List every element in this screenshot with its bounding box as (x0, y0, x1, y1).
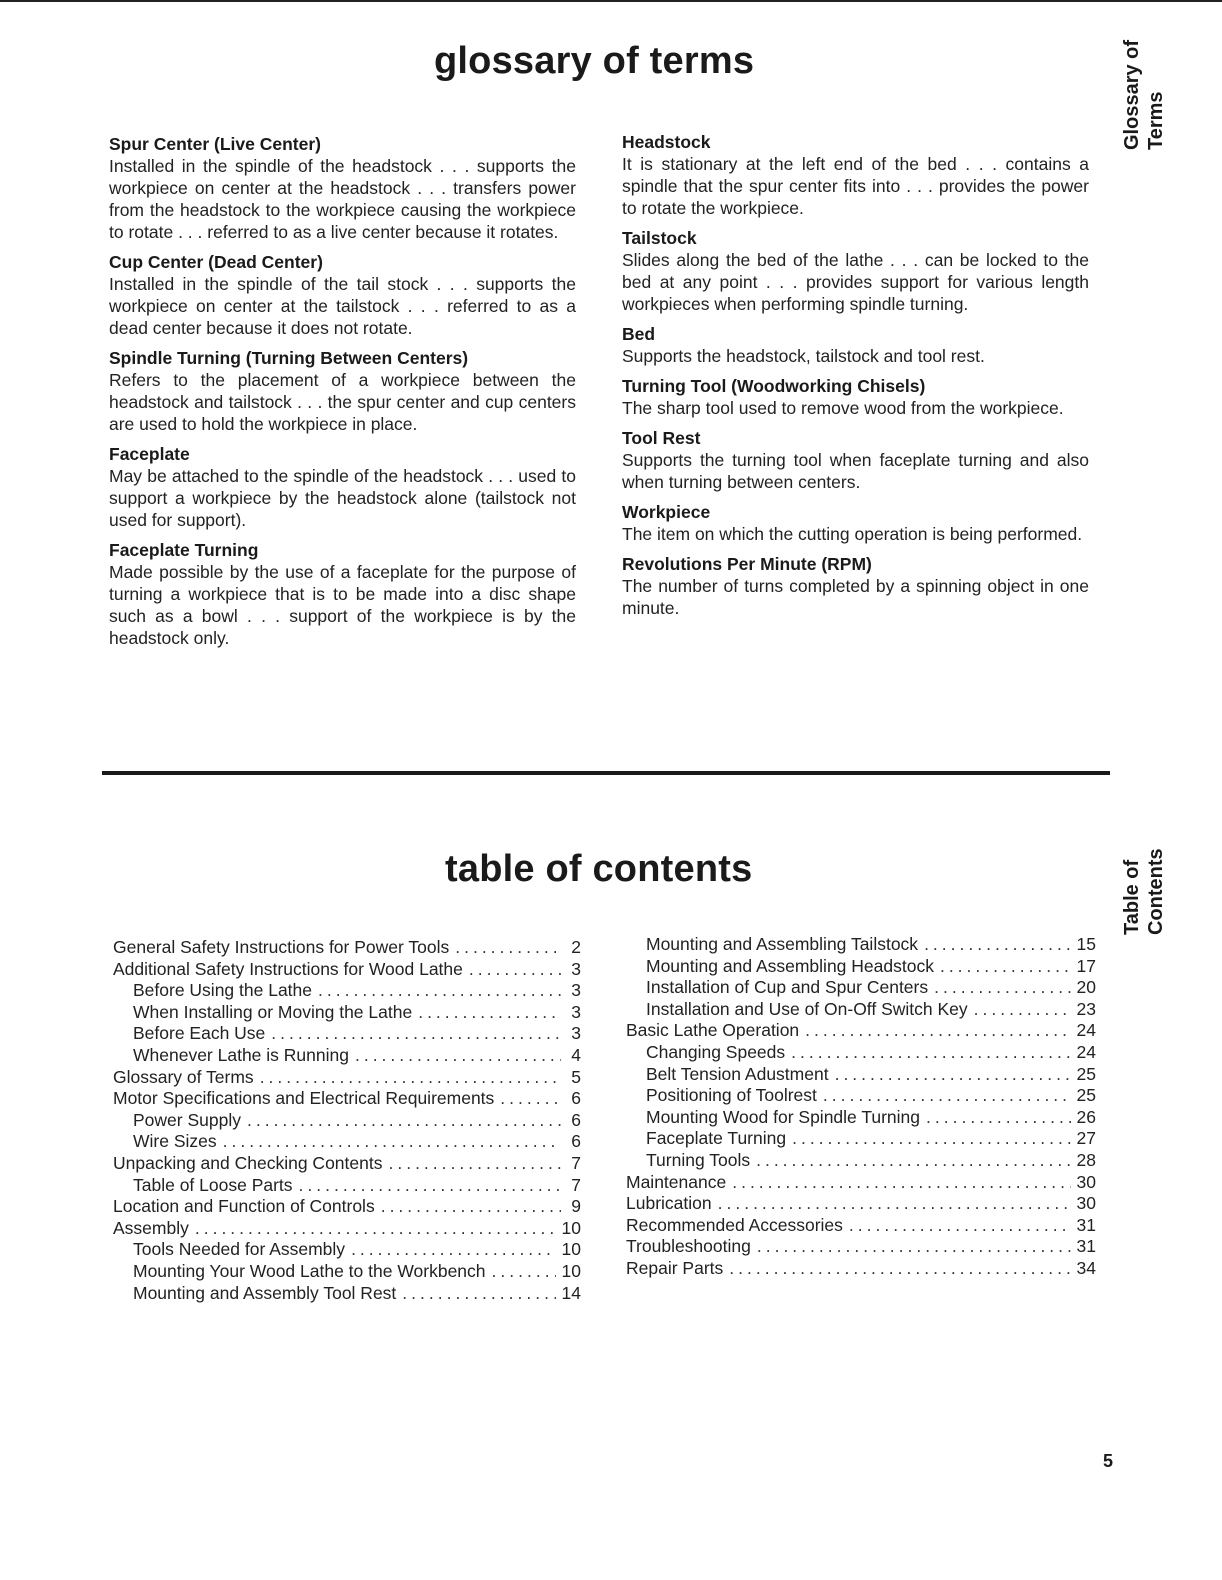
glossary-right-column (622, 131, 1089, 627)
toc-entry-label: Unpacking and Checking Contents (113, 1152, 383, 1173)
term-title: Spindle Turning (Turning Between Centers) (109, 348, 469, 368)
term-definition: Installed in the spindle of the tail stock . . . supports the workpiece on center at the tailstock . . . referred to as a dead center because it does not rotate. (109, 274, 576, 338)
toc-entry-label: Troubleshooting (626, 1236, 751, 1257)
toc-entry (626, 999, 1096, 1021)
toc-entry-page: 3 (571, 1023, 581, 1044)
glossary-term (622, 501, 1089, 545)
toc-entry-label: Mounting and Assembling Tailstock (646, 934, 919, 954)
toc-entry-page: 28 (1076, 1149, 1096, 1170)
toc-entry-label: Before Each Use (133, 1023, 266, 1044)
toc-leader-dots (823, 1085, 1071, 1107)
toc-entry-label: Whenever Lathe is Running (133, 1044, 349, 1065)
toc-entry (626, 1258, 1096, 1280)
toc-entry (626, 1042, 1096, 1064)
toc-entry (113, 1283, 581, 1305)
glossary-term (622, 131, 1089, 219)
toc-leader-dots (805, 1020, 1070, 1042)
toc-entry-label: Recommended Accessories (626, 1214, 843, 1235)
term-definition: The sharp tool used to remove wood from the workpiece. (622, 398, 1064, 418)
toc-entry-label: Changing Speeds (646, 1041, 786, 1062)
toc-entry-page: 20 (1076, 977, 1096, 998)
toc-leader-dots (271, 1023, 561, 1045)
toc-entry (113, 1196, 581, 1218)
term-definition: Installed in the spindle of the headstock . . . supports the workpiece on center at the headstock . . . transfers power from the headstock to the workpiece causing the workpiece to rotate . . . referred to as a live center because it rotates. (109, 156, 576, 242)
toc-entry (113, 1175, 581, 1197)
toc-leader-dots (791, 1042, 1070, 1064)
toc-entry-label: Repair Parts (626, 1257, 724, 1278)
toc-entry-page: 27 (1076, 1128, 1096, 1149)
toc-entry-page: 23 (1076, 998, 1096, 1019)
toc-entry-page: 3 (571, 958, 581, 979)
glossary-term (109, 347, 576, 435)
toc-leader-dots (756, 1150, 1070, 1172)
glossary-term (622, 227, 1089, 315)
glossary-term (622, 553, 1089, 619)
toc-entry-page: 17 (1076, 955, 1096, 976)
glossary-term (109, 251, 576, 339)
term-title: Turning Tool (Woodworking Chisels) (622, 376, 926, 396)
toc-entry-page: 10 (561, 1260, 581, 1281)
toc-entry (113, 1239, 581, 1261)
toc-leader-dots (940, 956, 1071, 978)
toc-entry-label: Turning Tools (646, 1149, 751, 1170)
toc-entry (626, 1236, 1096, 1258)
term-definition: Slides along the bed of the lathe . . . can be locked to the bed at any point . . . provides support for various length workpieces when performing spindle turning. (622, 250, 1089, 314)
toc-leader-dots (924, 934, 1070, 956)
toc-entry (626, 1085, 1096, 1107)
glossary-term (622, 323, 1089, 367)
toc-entry (626, 1150, 1096, 1172)
toc-entry (626, 934, 1096, 956)
toc-entry-page: 9 (571, 1196, 581, 1217)
toc-entry-label: Positioning of Toolrest (646, 1085, 817, 1106)
toc-entry-page: 24 (1076, 1020, 1096, 1041)
toc-entry-label: Additional Safety Instructions for Wood Lathe (113, 958, 463, 979)
toc-leader-dots (849, 1215, 1071, 1237)
toc-entry-label: Lubrication (626, 1193, 712, 1214)
glossary-term (109, 133, 576, 243)
glossary-term (109, 539, 576, 649)
toc-entry-label: Location and Function of Controls (113, 1196, 375, 1217)
toc-leader-dots (757, 1236, 1071, 1258)
term-definition: Supports the headstock, tailstock and tool rest. (622, 346, 985, 366)
toc-entry-page: 14 (561, 1282, 581, 1303)
toc-entry-label: Belt Tension Adustment (646, 1063, 829, 1084)
toc-entry-label: Before Using the Lathe (133, 980, 313, 1001)
toc-entry-label: Tools Needed for Assembly (133, 1239, 346, 1260)
side-tab-glossary (1120, 40, 1168, 150)
toc-entry-label: Faceplate Turning (646, 1128, 787, 1149)
term-title: Tailstock (622, 228, 697, 248)
toc-leader-dots (792, 1128, 1070, 1150)
toc-title: table of contents (445, 848, 753, 890)
toc-entry (626, 956, 1096, 978)
toc-entry-page: 2 (571, 937, 581, 957)
toc-entry-label: Basic Lathe Operation (626, 1020, 800, 1041)
toc-entry (113, 1131, 581, 1153)
toc-entry-page: 24 (1076, 1041, 1096, 1062)
toc-entry (626, 1064, 1096, 1086)
glossary-term (622, 375, 1089, 419)
toc-leader-dots (926, 1107, 1071, 1129)
toc-leader-dots (351, 1239, 555, 1261)
toc-entry (113, 1110, 581, 1132)
glossary-left-column (109, 133, 576, 657)
toc-entry (626, 977, 1096, 999)
term-title: Spur Center (Live Center) (109, 134, 321, 154)
toc-left-column (113, 937, 581, 1304)
toc-entry-page: 3 (571, 980, 581, 1001)
toc-entry (113, 1067, 581, 1089)
toc-leader-dots (388, 1153, 561, 1175)
toc-leader-dots (223, 1131, 561, 1153)
toc-entry (626, 1193, 1096, 1215)
toc-leader-dots (402, 1283, 555, 1305)
toc-entry (626, 1215, 1096, 1237)
term-definition: The number of turns completed by a spinning object in one minute. (622, 576, 1089, 618)
toc-entry (113, 1261, 581, 1283)
toc-right-column (626, 934, 1096, 1280)
toc-entry-page: 6 (571, 1109, 581, 1130)
toc-entry (113, 980, 581, 1002)
toc-leader-dots (247, 1110, 561, 1132)
term-title: Faceplate (109, 444, 190, 464)
section-divider (102, 771, 1110, 775)
toc-entry-page: 30 (1076, 1171, 1096, 1192)
toc-entry-label: Glossary of Terms (113, 1066, 254, 1087)
page-number: 5 (1103, 1451, 1114, 1471)
toc-entry (626, 1107, 1096, 1129)
toc-leader-dots (718, 1193, 1071, 1215)
toc-leader-dots (835, 1064, 1071, 1086)
toc-entry (626, 1020, 1096, 1042)
toc-entry-page: 7 (571, 1152, 581, 1173)
toc-entry (113, 959, 581, 981)
toc-entry-label: Motor Specifications and Electrical Requirements (113, 1088, 495, 1109)
term-title: Tool Rest (622, 428, 701, 448)
toc-entry-label: Installation of Cup and Spur Centers (646, 977, 929, 998)
term-title: Cup Center (Dead Center) (109, 252, 323, 272)
toc-entry-page: 4 (571, 1044, 581, 1065)
toc-entry (113, 1088, 581, 1110)
toc-entry-label: Table of Loose Parts (133, 1174, 293, 1195)
toc-entry-page: 25 (1076, 1063, 1096, 1084)
toc-leader-dots (381, 1196, 561, 1218)
toc-entry-page: 34 (1076, 1257, 1096, 1278)
toc-entry-page: 15 (1076, 934, 1096, 954)
term-title: Faceplate Turning (109, 540, 259, 560)
toc-leader-dots (418, 1002, 561, 1024)
toc-entry (113, 1218, 581, 1240)
toc-leader-dots (729, 1258, 1070, 1280)
toc-entry-label: Wire Sizes (133, 1131, 217, 1152)
toc-entry (626, 1172, 1096, 1194)
toc-entry (113, 1023, 581, 1045)
toc-entry-label: Assembly (113, 1217, 189, 1238)
term-title: Revolutions Per Minute (RPM) (622, 554, 872, 574)
toc-leader-dots (455, 937, 561, 959)
toc-entry (113, 1002, 581, 1024)
toc-leader-dots (492, 1261, 556, 1283)
toc-entry-page: 10 (561, 1239, 581, 1260)
toc-entry-page: 3 (571, 1001, 581, 1022)
toc-leader-dots (500, 1088, 561, 1110)
glossary-title: glossary of terms (434, 40, 755, 82)
toc-entry-page: 30 (1076, 1193, 1096, 1214)
toc-entry-page: 7 (571, 1174, 581, 1195)
toc-entry (626, 1128, 1096, 1150)
term-definition: Made possible by the use of a faceplate for the purpose of turning a workpiece that is to be made into a disc shape such as a bowl . . . support of the workpiece is by the headstock only. (109, 562, 576, 648)
glossary-term (109, 443, 576, 531)
toc-leader-dots (934, 977, 1070, 999)
toc-entry-label: Mounting and Assembling Headstock (646, 955, 934, 976)
toc-leader-dots (974, 999, 1071, 1021)
toc-leader-dots (318, 980, 561, 1002)
toc-leader-dots (260, 1067, 561, 1089)
glossary-term (622, 427, 1089, 493)
toc-entry-label: Mounting Wood for Spindle Turning (646, 1106, 921, 1127)
toc-entry-page: 31 (1076, 1214, 1096, 1235)
term-title: Headstock (622, 132, 711, 152)
term-title: Bed (622, 324, 656, 344)
toc-entry-page: 25 (1076, 1085, 1096, 1106)
side-tab-toc-line1: Table of (1121, 859, 1143, 935)
toc-entry-page: 6 (571, 1131, 581, 1152)
toc-entry-page: 6 (571, 1088, 581, 1109)
term-title: Workpiece (622, 502, 711, 522)
term-definition: Supports the turning tool when faceplate turning and also when turning between centers. (622, 450, 1089, 492)
toc-entry (113, 1153, 581, 1175)
toc-leader-dots (469, 959, 561, 981)
toc-entry-label: Power Supply (133, 1109, 241, 1130)
toc-entry-label: Maintenance (626, 1171, 727, 1192)
side-tab-glossary-line1: Glossary of (1121, 39, 1143, 150)
toc-leader-dots (195, 1218, 556, 1240)
toc-entry (113, 1045, 581, 1067)
side-tab-glossary-line2: Terms (1145, 91, 1167, 150)
toc-entry (113, 937, 581, 959)
toc-entry-page: 26 (1076, 1106, 1096, 1127)
term-definition: The item on which the cutting operation is being performed. (622, 524, 1083, 544)
side-tab-toc-line2: Contents (1145, 848, 1167, 935)
toc-entry-page: 5 (571, 1066, 581, 1087)
toc-entry-label: Installation and Use of On-Off Switch Key (646, 998, 968, 1019)
term-definition: Refers to the placement of a workpiece between the headstock and tailstock . . . the spur center and cup centers are used to hold the workpiece in place. (109, 370, 576, 434)
term-definition: It is stationary at the left end of the bed . . . contains a spindle that the spur center fits into . . . provides the power to rotate the workpiece. (622, 154, 1089, 218)
toc-entry-label: Mounting and Assembly Tool Rest (133, 1282, 397, 1303)
toc-entry-label: Mounting Your Wood Lathe to the Workbench (133, 1260, 486, 1281)
toc-entry-page: 10 (561, 1217, 581, 1238)
toc-entry-page: 31 (1076, 1236, 1096, 1257)
toc-leader-dots (732, 1172, 1070, 1194)
term-definition: May be attached to the spindle of the headstock . . . used to support a workpiece by the headstock alone (tailstock not used for support). (109, 466, 576, 530)
side-tab-toc (1120, 848, 1168, 935)
toc-leader-dots (299, 1175, 561, 1197)
toc-leader-dots (355, 1045, 561, 1067)
top-border-line (0, 0, 1222, 2)
toc-entry-label: General Safety Instructions for Power Tools (113, 937, 450, 957)
toc-entry-label: When Installing or Moving the Lathe (133, 1001, 413, 1022)
